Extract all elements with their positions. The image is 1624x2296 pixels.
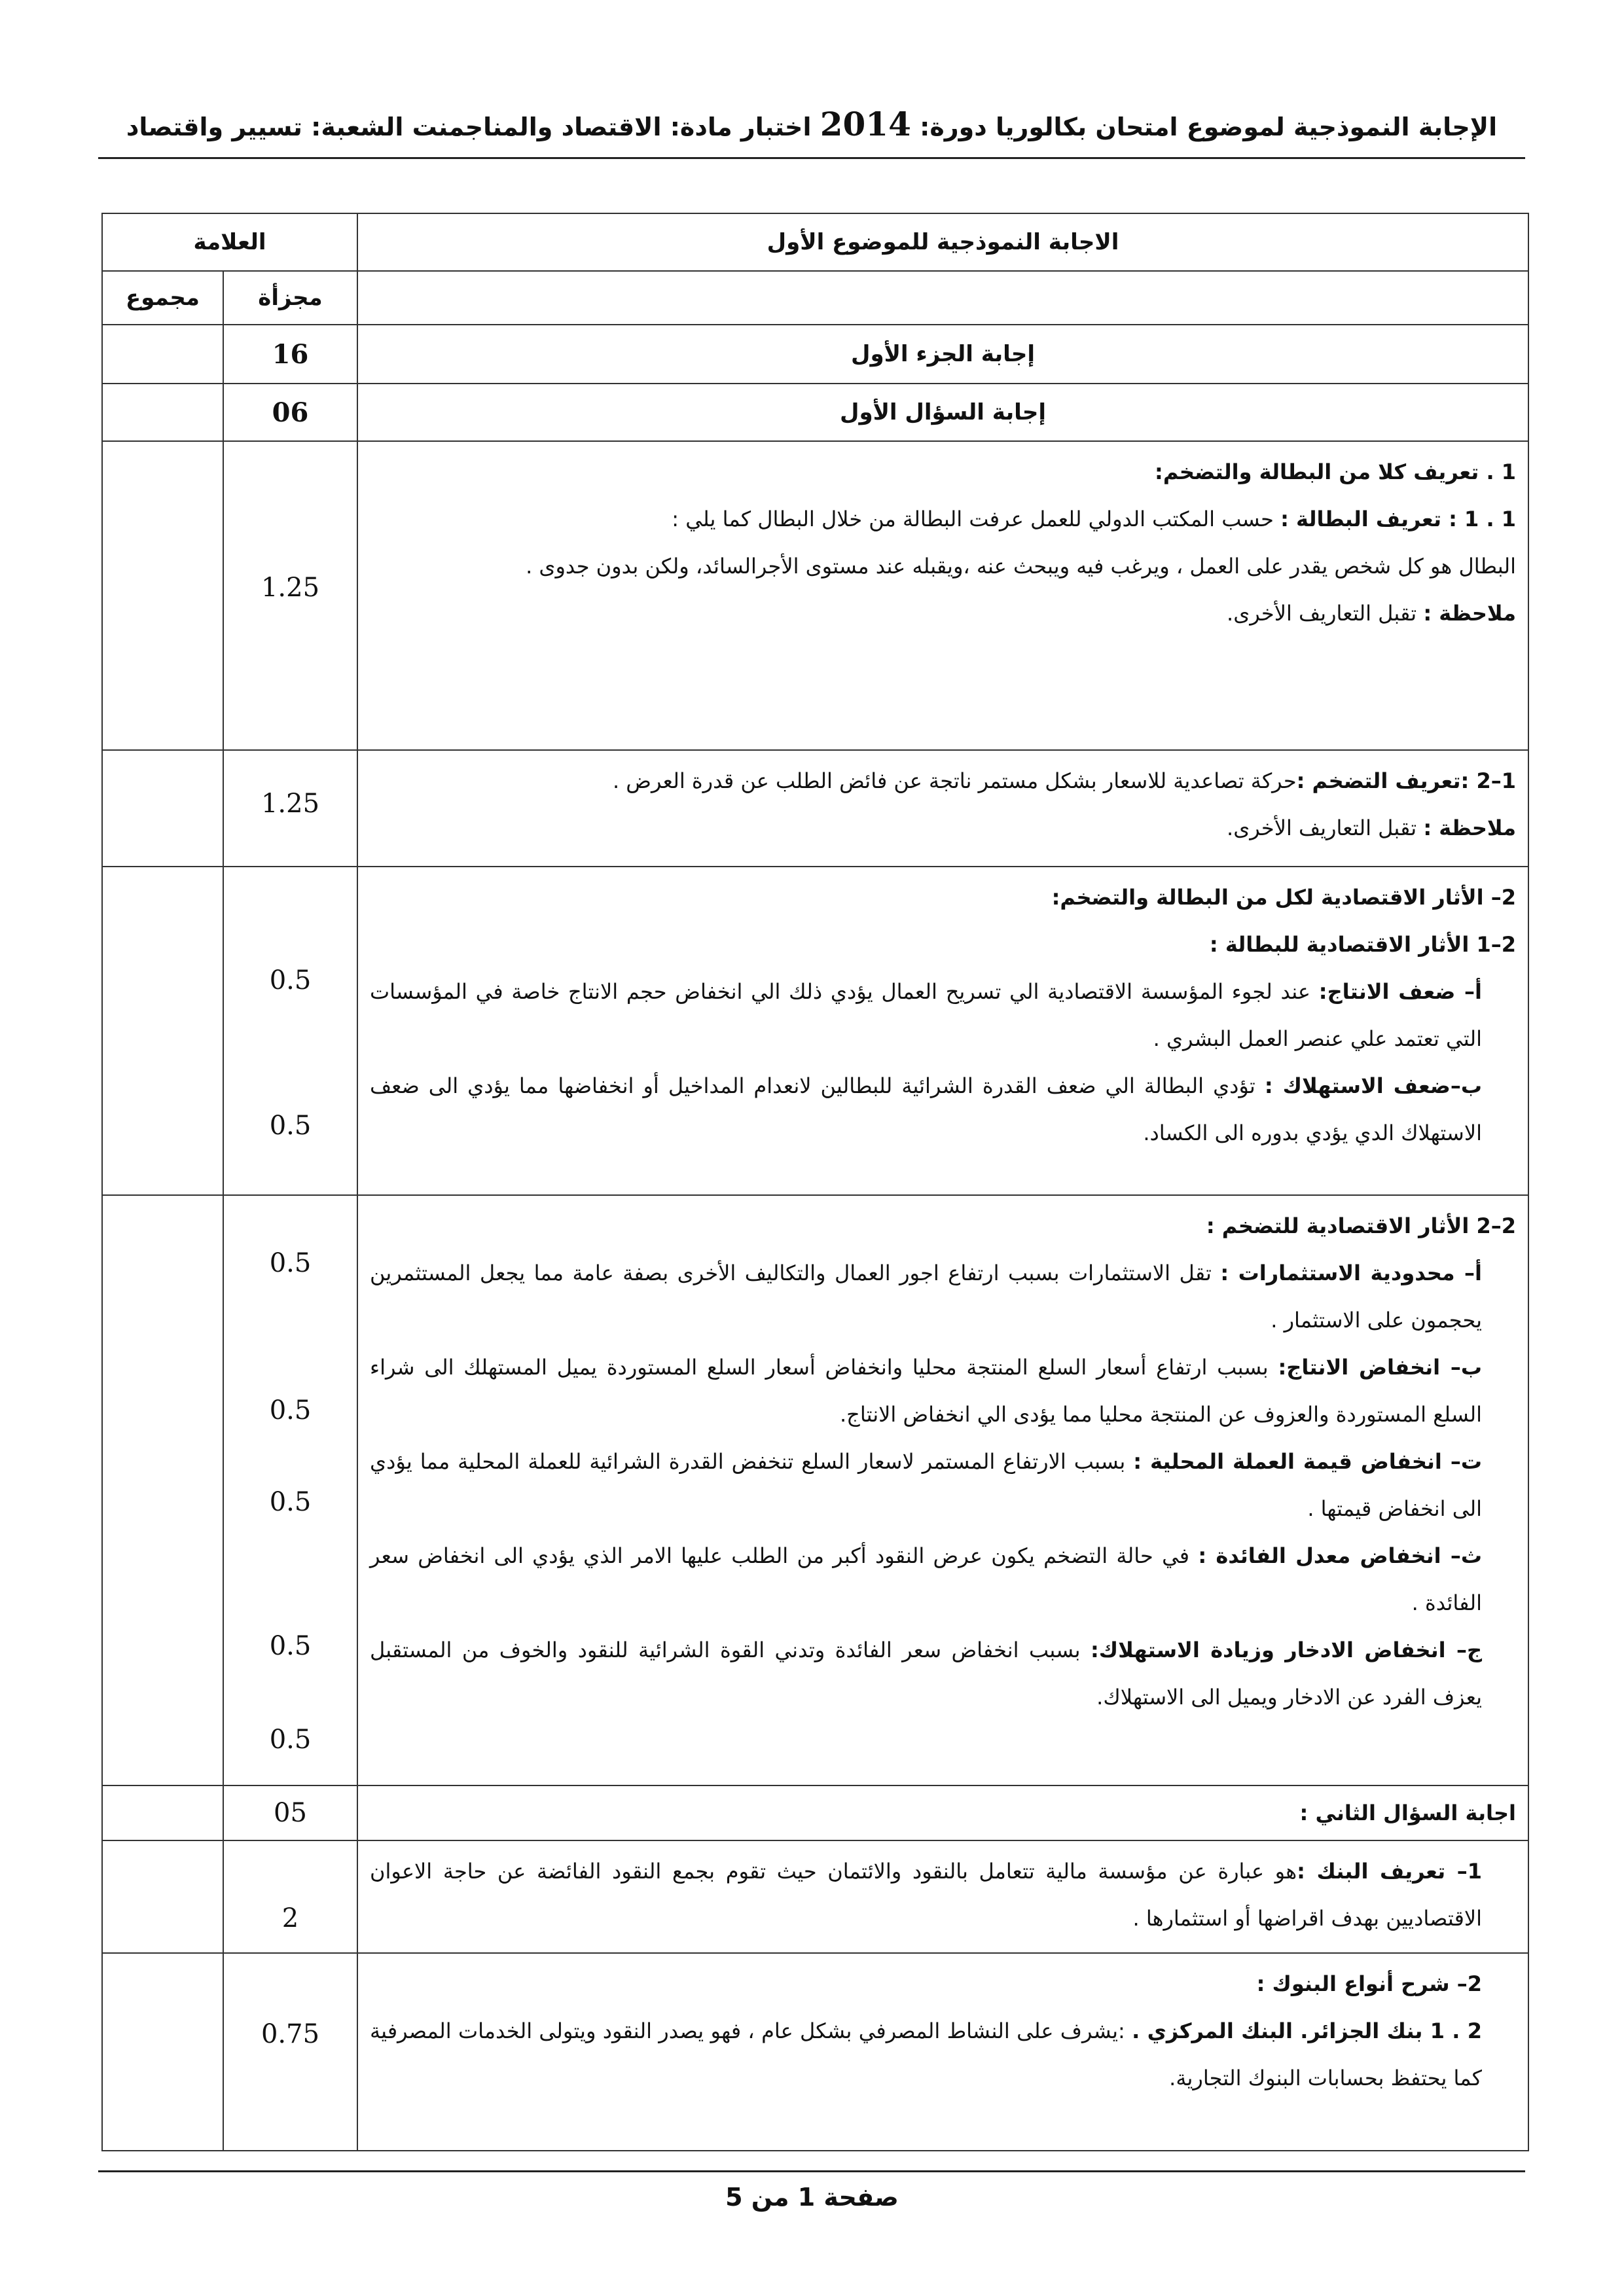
item-lead: ث– انخفاض معدل الفائدة : <box>1198 1543 1483 1568</box>
table-header-row <box>102 213 1528 271</box>
answer-note <box>370 590 1516 637</box>
part1-label: إجابة الجزء الأول <box>357 325 1528 384</box>
total-header: مجموع <box>102 271 223 325</box>
total-cell <box>102 1785 223 1840</box>
answer-row-inflation <box>102 750 1528 867</box>
item-text: هو عبارة عن مؤسسة مالية تتعامل بالنقود والائتمان حيث تقوم بجمع النقود الفائضة عن حاجة الاعوان الاقتصاديين بهدف اقراضها أو استثمارها . <box>370 1859 1482 1931</box>
total-cell <box>102 1195 223 1785</box>
item-lead: ب– انخفاض الانتاج: <box>1278 1355 1483 1380</box>
note-lead: ملاحظة : <box>1423 601 1516 626</box>
item-text: تؤدي البطالة الي ضعف القدرة الشرائية للبطالين لانعدام المداخيل أو انخفاضها مما يؤدي الى ضعف الاستهلاك الدي يؤدي بدوره الى الكساد. <box>370 1073 1482 1145</box>
answer-cell <box>357 1953 1528 2151</box>
mark-cell <box>223 750 357 867</box>
q2-row <box>102 1785 1528 1840</box>
part-header: مجزأة <box>223 271 357 325</box>
answer-item <box>370 1344 1516 1438</box>
answer-cell <box>357 441 1528 750</box>
note-text: تقبل التعاريف الأخرى. <box>1227 816 1424 840</box>
answer-subtitle: 2–2 الأثار الاقتصادية للتضخم : <box>1206 1213 1516 1238</box>
item-text: :يشرف على النشاط المصرفي بشكل عام ، فهو يصدر النقود ويتولى الخدمات المصرفية كما يحتفظ بحسابات البنوك التجارية. <box>370 2018 1482 2090</box>
answer-item <box>370 1626 1516 1721</box>
total-cell <box>102 1840 223 1953</box>
answer-text: حركة تصاعدية للاسعار بشكل مستمر ناتجة عن فائض الطلب عن قدرة العرض . <box>612 768 1297 793</box>
answer-item <box>370 1438 1516 1532</box>
page-header <box>98 105 1525 143</box>
item-lead: ت– انخفاض قيمة العملة المحلية : <box>1133 1449 1483 1474</box>
answer-title: 2– شرح أنواع البنوك : <box>1256 1971 1482 1996</box>
note-text: تقبل التعاريف الأخرى. <box>1227 601 1424 626</box>
page-number: صفحة 1 من 5 <box>725 2183 899 2212</box>
total-cell <box>102 1953 223 2151</box>
mark-value: 0.5 <box>269 1395 312 1426</box>
answer-item <box>370 1532 1516 1626</box>
grade-header: العلامة <box>102 213 357 271</box>
answer-cell <box>357 1195 1528 1785</box>
item-text: بسبب انخفاض سعر الفائدة وتدني القوة الشرائية للنقود والخوف من المستقبل يعزف الفرد عن الادخار ويميل الى الاستهلاك. <box>370 1638 1482 1710</box>
answer-title: 1 . تعريف كلا من البطالة والتضخم: <box>1155 459 1516 484</box>
answer-subtitle: 2–1 الأثار الاقتصادية للبطالة : <box>1209 932 1516 957</box>
answer-note <box>370 804 1516 852</box>
mark-cell <box>223 1953 357 2151</box>
mark-value: 0.5 <box>269 965 312 996</box>
mark-cell <box>223 1195 357 1785</box>
answer-row-inflation-effects <box>102 1195 1528 1785</box>
mark-value: 0.5 <box>269 1487 312 1517</box>
item-lead: ب–ضعف الاستهلاك : <box>1264 1073 1483 1098</box>
answer-row-unemployment <box>102 441 1528 750</box>
q1-label: إجابة السؤال الأول <box>357 384 1528 441</box>
item-lead: أ– محدودية الاستثمارات : <box>1220 1261 1483 1285</box>
item-lead: 1– تعريف البنك : <box>1297 1859 1483 1884</box>
answer-row-bank-types <box>102 1953 1528 2151</box>
q1-row <box>102 384 1528 441</box>
answer-cell <box>357 867 1528 1195</box>
answer-lead: 1–2 :تعريف التضخم : <box>1296 768 1516 793</box>
answer-row-bank-definition <box>102 1840 1528 1953</box>
total-cell <box>102 384 223 441</box>
answer-item <box>370 2007 1516 2102</box>
answer-text: البطال هو كل شخص يقدر على العمل ، ويرغب فيه ويبحث عنه ،ويقبله عند مستوى الأجرالسائد، ولكن بدون جدوى . <box>526 554 1516 579</box>
answer-table <box>101 213 1529 2151</box>
empty-header-cell <box>357 271 1528 325</box>
note-lead: ملاحظة : <box>1423 816 1516 840</box>
item-text: بسبب الارتفاع المستمر لاسعار السلع تنخفض القدرة الشرائية للعملة المحلية مما يؤدي الى انخفاض قيمتها . <box>370 1449 1482 1521</box>
mark-value: 1.25 <box>261 789 320 819</box>
answer-lead: 1 . 1 : تعريف البطالة : <box>1280 507 1516 531</box>
mark-value: 0.75 <box>261 2019 320 2049</box>
footer-divider <box>98 2170 1525 2172</box>
answer-header: الاجابة النموذجية للموضوع الأول <box>357 213 1528 271</box>
part1-row <box>102 325 1528 384</box>
mark-value: 0.5 <box>269 1631 312 1661</box>
q2-mark: 05 <box>223 1785 357 1840</box>
item-text: تقل الاستثمارات بسبب ارتفاع اجور العمال والتكاليف الأخرى بصفة عامة مما يجعل المستثمرين يحجمون على الاستثمار . <box>370 1261 1482 1333</box>
mark-cell <box>223 867 357 1195</box>
header-text-pre: الإجابة النموذجية لموضوع امتحان بكالوريا دورة: <box>920 113 1498 141</box>
header-text-post: اختبار مادة: الاقتصاد والمناجمنت الشعبة: تسيير واقتصاد <box>126 113 812 141</box>
item-lead: أ– ضعف الانتاج: <box>1318 979 1483 1004</box>
answer-row-unemployment-effects <box>102 867 1528 1195</box>
mark-cell <box>223 441 357 750</box>
answer-line <box>370 495 1516 543</box>
item-text: عند لجوء المؤسسة الاقتصادية الي تسريح العمال يؤدي ذلك الي انخفاض حجم الانتاج خاصة في المؤسسات التي تعتمد علي عنصر العمل البشري . <box>370 979 1482 1051</box>
answer-text: حسب المكتب الدولي للعمل عرفت البطالة من خلال البطال كما يلي : <box>672 507 1281 531</box>
answer-cell <box>357 750 1528 867</box>
total-cell <box>102 325 223 384</box>
mark-value: 0.5 <box>269 1111 312 1141</box>
q1-mark: 06 <box>223 384 357 441</box>
item-lead: 2 . 1 بنك الجزائر. البنك المركزي . <box>1132 2018 1483 2043</box>
header-year: 2014 <box>820 105 911 143</box>
mark-value: 0.5 <box>269 1725 312 1755</box>
answer-item <box>370 1062 1516 1157</box>
mark-cell <box>223 1840 357 1953</box>
header-divider <box>98 157 1525 159</box>
answer-item <box>370 1848 1516 1942</box>
mark-value: 1.25 <box>261 573 320 603</box>
part1-mark: 16 <box>223 325 357 384</box>
q2-label: اجابة السؤال الثاني : <box>357 1785 1528 1840</box>
mark-value: 2 <box>281 1903 299 1933</box>
item-lead: ج– انخفاض الادخار وزيادة الاستهلاك: <box>1090 1638 1483 1662</box>
answer-item <box>370 1249 1516 1344</box>
item-text: في حالة التضخم يكون عرض النقود أكبر من الطلب عليها الامر الذي يؤدي الى انخفاض سعر الفائدة . <box>370 1543 1482 1615</box>
table-subheader-row <box>102 271 1528 325</box>
answer-line <box>370 757 1516 804</box>
mark-value: 0.5 <box>269 1248 312 1278</box>
answer-title: 2– الأثار الاقتصادية لكل من البطالة والتضخم: <box>1051 885 1516 910</box>
item-text: بسبب ارتفاع أسعار السلع المنتجة محليا وانخفاض أسعار السلع المستوردة يميل المستهلك الى شراء السلع المستوردة والعزوف عن المنتجة محليا مما يؤدى الي انخفاض الانتاج. <box>370 1355 1482 1427</box>
total-cell <box>102 867 223 1195</box>
total-cell <box>102 441 223 750</box>
answer-cell <box>357 1840 1528 1953</box>
answer-item <box>370 968 1516 1062</box>
total-cell <box>102 750 223 867</box>
